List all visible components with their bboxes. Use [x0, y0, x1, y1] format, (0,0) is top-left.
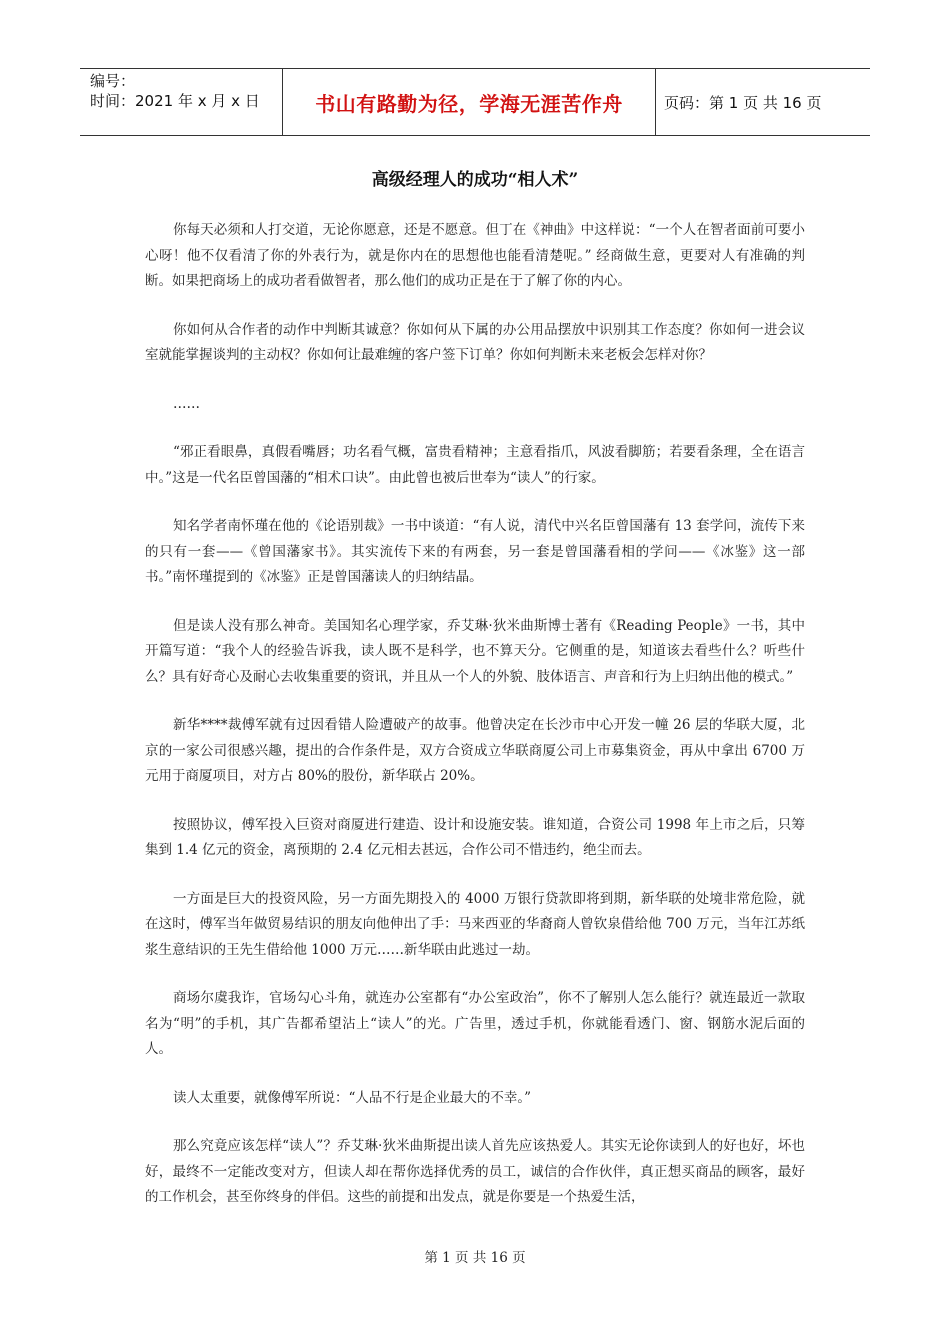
paragraph: 那么究竟应该怎样“读人”？乔艾琳·狄米曲斯提出读人首先应该热爱人。其实无论你读到人的好也好，坏也好，最终不一定能改变对方，但读人却在帮你选择优秀的员工，诚信的合作伙伴，真正想买商品的顾客，最好的工作机会，甚至你终身的伴侣。这些的前提和出发点，就是你要是一个热爱生活，: [145, 1138, 805, 1205]
header-motto-cell: [282, 69, 656, 135]
footer-page-number: 第 1 页 共 16 页: [424, 1250, 526, 1266]
paragraph: ……: [173, 395, 200, 412]
paragraph: 你每天必须和人打交道，无论你愿意，还是不愿意。但丁在《神曲》中这样说：“一个人在智者面前可要小心呀！他不仅看清了你的外表行为，就是你内在的思想他也能看清楚呢。” 经商做生意，更要对人有准确的判断。如果把商场上的成功者看做智者，那么他们的成功正是在于了解了你的内心。: [145, 222, 805, 289]
paragraph: 商场尔虞我诈，官场勾心斗角，就连办公室都有“办公室政治”，你不了解别人怎么能行？就连最近一款取名为“明”的手机，其广告都希望沾上“读人”的光。广告里，透过手机，你就能看透门、窗、钢筋水泥后面的人。: [145, 990, 805, 1057]
header-meta-cell: [80, 69, 282, 135]
header-motto: 书山有路勤为径，学海无涯苦作舟: [315, 91, 623, 116]
paragraph: 一方面是巨大的投资风险，另一方面先期投入的 4000 万银行贷款即将到期，新华联的处境非常危险，就在这时，傅军当年做贸易结识的朋友向他伸出了手：马来西亚的华裔商人曾钦泉借给他 700 万元，当年江苏纸浆生意结识的王先生借给他 1000 万元……新华联由此逃过一劫。: [145, 890, 805, 958]
document-body: [145, 218, 805, 1234]
paragraph: 读人太重要，就像傅军所说：“人品不行是企业最大的不幸。”: [173, 1089, 532, 1106]
paragraph: “邪正看眼鼻，真假看嘴唇；功名看气概，富贵看精神；主意看指爪，风波看脚筋；若要看条理，全在语言中。”这是一代名臣曾国藩的“相术口诀”。由此曾也被后世奉为“读人”的行家。: [145, 444, 805, 486]
document-date-label: 时间：2021 年 x 月 x 日: [90, 92, 260, 110]
header-page-cell: [656, 69, 870, 135]
header-page-info: 页码：第 1 页 共 16 页: [664, 93, 822, 112]
paragraph: 新华****裁傅军就有过因看错人险遭破产的故事。他曾决定在长沙市中心开发一幢 26 层的华联大厦，北京的一家公司很感兴趣，提出的合作条件是，双方合资成立华联商厦公司上市募集资金，再从中拿出 6700 万元用于商厦项目，对方占 80%的股份，新华联占 20%。: [145, 717, 805, 784]
paragraph: 知名学者南怀瑾在他的《论语别裁》一书中谈道：“有人说，清代中兴名臣曾国藩有 13 套学问，流传下来的只有一套——《曾国藩家书》。其实流传下来的有两套，另一套是曾国藩看相的学问——《冰鉴》这一部书。”南怀瑾提到的《冰鉴》正是曾国藩读人的归纳结晶。: [145, 518, 805, 585]
document-number-label: 编号：: [90, 72, 136, 90]
paragraph: 但是读人没有那么神奇。美国知名心理学家，乔艾琳·狄米曲斯博士著有《Reading People》一书，其中开篇写道：“我个人的经验告诉我，读人既不是科学，也不算天分。它侧重的是，知道该去看些什么？听些什么？具有好奇心及耐心去收集重要的资讯，并且从一个人的外貌、肢体语言、声音和行为上归纳出他的模式。”: [145, 617, 805, 685]
document-title: 高级经理人的成功“相人术”: [371, 170, 579, 190]
paragraph: 按照协议，傅军投入巨资对商厦进行建造、设计和设施安装。谁知道，合资公司 1998 年上市之后，只筹集到 1.4 亿元的资金，离预期的 2.4 亿元相去甚远，合作公司不惜违约，绝尘而去。: [145, 816, 805, 858]
header-table: [80, 68, 870, 136]
paragraph: 你如何从合作者的动作中判断其诚意？你如何从下属的办公用品摆放中识别其工作态度？你如何一进会议室就能掌握谈判的主动权？你如何让最难缠的客户签下订单？你如何判断未来老板会怎样对你？: [145, 321, 805, 363]
page-footer: [0, 1246, 950, 1266]
